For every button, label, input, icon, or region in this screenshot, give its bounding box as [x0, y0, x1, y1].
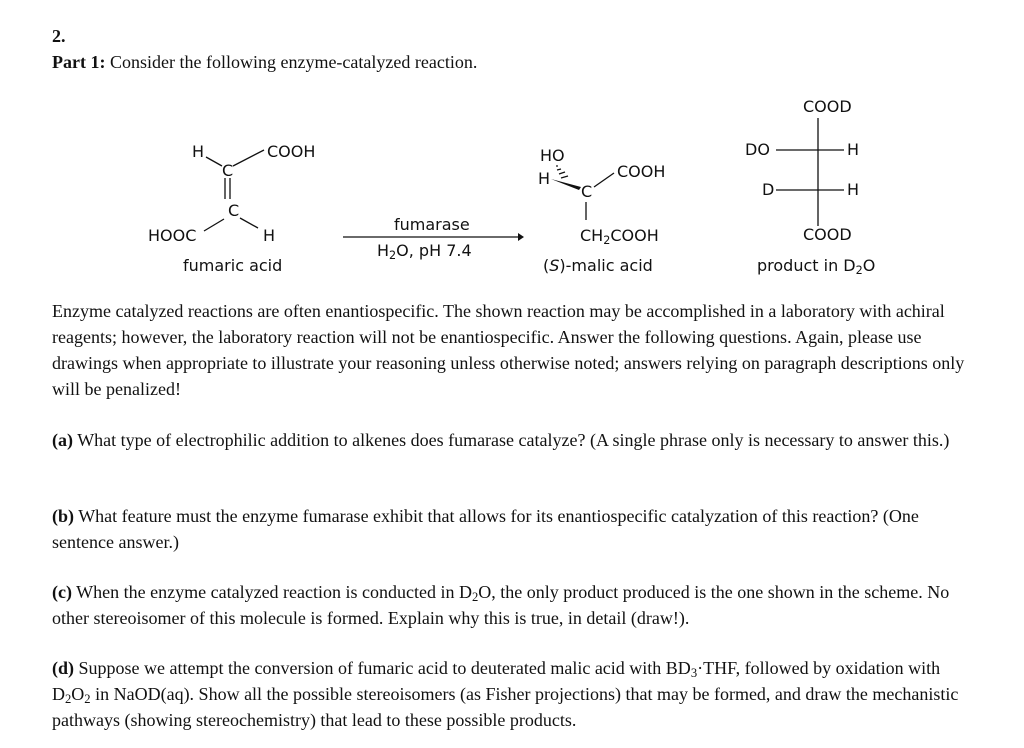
- question-d: [52, 655, 967, 733]
- atom-h: H: [847, 180, 860, 199]
- question-a: [52, 427, 967, 453]
- bond: [240, 218, 258, 228]
- atom-h: H: [263, 226, 276, 245]
- group-ch2cooh: $CH_2COOH$: [580, 226, 659, 247]
- atom-c: C: [581, 182, 593, 201]
- hash-bond: [556, 166, 568, 178]
- bond: [204, 219, 224, 231]
- part-label: Part 1:: [52, 52, 106, 72]
- problem-number: 2.: [52, 26, 66, 46]
- bond: [594, 173, 614, 187]
- question-label: (a): [52, 430, 73, 450]
- question-c: [52, 579, 967, 631]
- group-cood-bottom: COOD: [803, 225, 852, 244]
- group-ho: HO: [540, 146, 565, 165]
- wedge-bond: [551, 179, 581, 190]
- atom-h: H: [538, 169, 551, 188]
- question-text: Suppose we attempt the conversion of fumaric acid to deuterated malic acid with $BD_3\cdot THF$, followed by oxidation with $D_2O_2$ in NaOD(aq). Show all the possible stereoisomers (as Fisher projections) that may be formed, and draw the mechanistic pathways (showing stereochemistry) that lead to these possible products.: [52, 658, 959, 730]
- reagent-fumarase: fumarase: [394, 215, 470, 234]
- group-cooh: COOH: [617, 162, 666, 181]
- atom-c: C: [222, 161, 234, 180]
- intro-paragraph: Enzyme catalyzed reactions are often enantiospecific. The shown reaction may be accomplished in a laboratory with achiral reagents; however, the laboratory reaction will not be enantiospecific. Answer the following questions. Again, please use drawings when appropriate to illustrate your reasoning unless otherwise noted; answers relying on paragraph descriptions only will be penalized!: [52, 301, 965, 399]
- bond: [233, 150, 264, 166]
- atom-d: D: [762, 180, 775, 199]
- group-do: DO: [745, 140, 770, 159]
- atom-c: C: [228, 201, 240, 220]
- question-text: What type of electrophilic addition to alkenes does fumarase catalyze? (A single phrase only is necessary to answer this.): [77, 430, 950, 450]
- scheme-bonds: [0, 0, 1024, 300]
- malic-acid-label: (S)-malic acid: [543, 256, 653, 275]
- question-text: When the enzyme catalyzed reaction is conducted in $D_2O$, the only product produced is the one shown in the scheme. No other stereoisomer of this molecule is formed. Explain why this is true, in detail (draw!).: [52, 582, 950, 628]
- group-cood-top: COOD: [803, 97, 852, 116]
- bond: [206, 157, 222, 166]
- question-label: (c): [52, 582, 72, 602]
- group-hooc: HOOC: [148, 226, 197, 245]
- question-label: (d): [52, 658, 74, 678]
- atom-h: H: [847, 140, 860, 159]
- question-label: (b): [52, 506, 74, 526]
- question-b: [52, 503, 967, 555]
- reaction-conditions: $H_2O$, pH 7.4: [377, 241, 472, 262]
- group-cooh: COOH: [267, 142, 316, 161]
- part-text: Consider the following enzyme-catalyzed reaction.: [109, 52, 478, 72]
- question-text: What feature must the enzyme fumarase exhibit that allows for its enantiospecific catalyzation of this reaction? (One sentence answer.): [52, 506, 919, 552]
- product-label: product in $D_2O$: [757, 256, 876, 277]
- atom-h: H: [192, 142, 205, 161]
- fumaric-acid-label: fumaric acid: [183, 256, 283, 275]
- arrow-head: [518, 233, 524, 241]
